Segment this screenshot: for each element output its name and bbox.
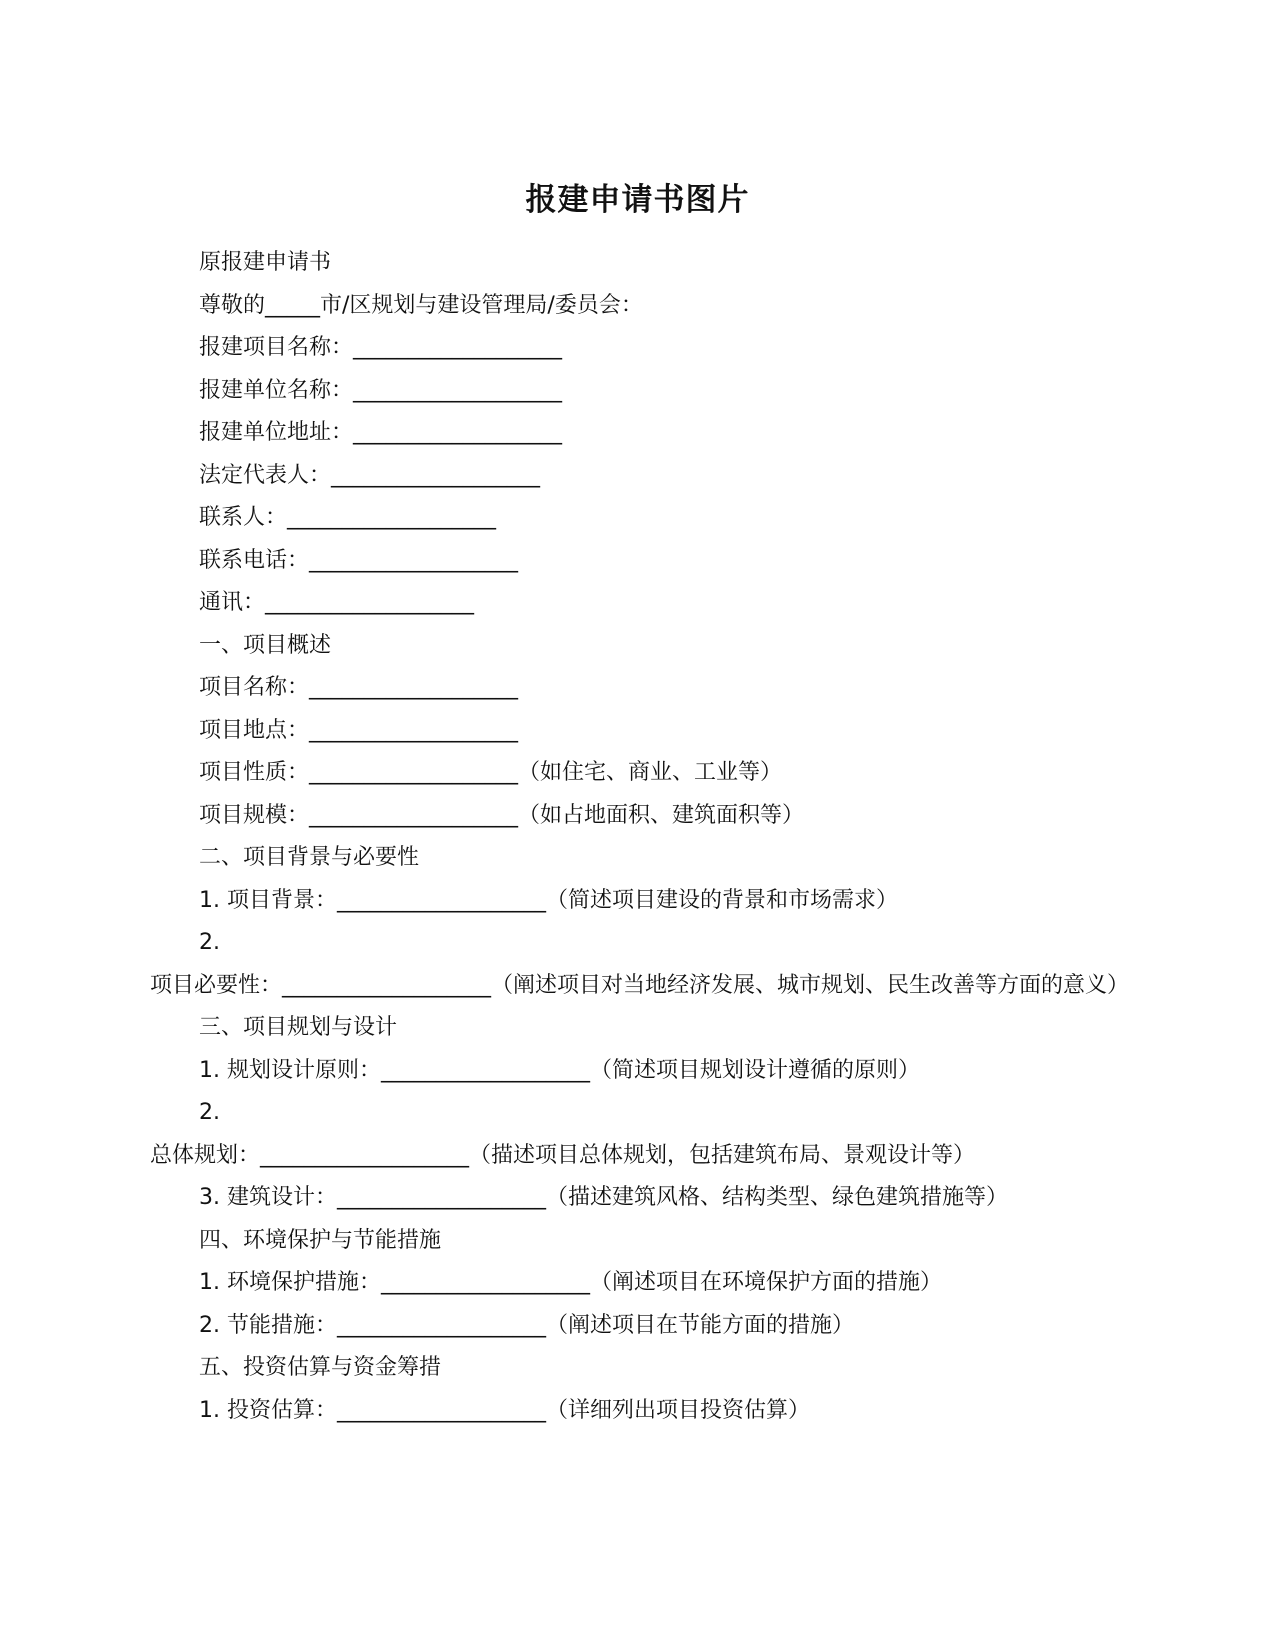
item-necessity: 项目必要性：___________________（阐述项目对当地经济发展、城市规划、民生改善等方面的意义）	[150, 972, 1130, 998]
field-legal-representative: 法定代表人：___________________	[199, 462, 541, 488]
field-project-name: 报建项目名称：___________________	[199, 335, 563, 360]
field-item-nature: 项目性质：___________________（如住宅、商业、工业等）	[199, 760, 783, 785]
section-heading-environment: 四、环境保护与节能措施	[199, 1227, 442, 1253]
doc-heading-original: 原报建申请书	[199, 250, 332, 275]
item-number-2: 2.	[199, 930, 220, 955]
field-correspondence: 通讯：___________________	[199, 590, 475, 615]
section-heading-background: 二、项目背景与必要性	[199, 845, 420, 870]
item-number-2b: 2.	[199, 1100, 220, 1125]
field-unit-address: 报建单位地址：___________________	[199, 420, 563, 445]
item-energy-measures: 2. 节能措施：___________________（阐述项目在节能方面的措施）	[199, 1312, 854, 1338]
item-design-principles: 1. 规划设计原则：___________________（简述项目规划设计遵循的原则）	[199, 1057, 920, 1083]
field-item-location: 项目地点：___________________	[199, 717, 519, 743]
item-investment-estimate: 1. 投资估算：___________________（详细列出项目投资估算）	[199, 1397, 810, 1423]
item-background: 1. 项目背景：___________________（简述项目建设的背景和市场需求）	[199, 887, 898, 913]
field-item-scale: 项目规模：___________________（如占地面积、建筑面积等）	[199, 802, 805, 828]
item-architectural-design: 3. 建筑设计：___________________（描述建筑风格、结构类型、绿色建筑措施等）	[199, 1185, 1008, 1210]
salutation-line: 尊敬的_____市/区规划与建设管理局/委员会：	[199, 292, 643, 318]
item-master-plan: 总体规划：___________________（描述项目总体规划，包括建筑布局、景观设计等）	[150, 1142, 976, 1168]
document-title: 报建申请书图片	[525, 182, 750, 218]
section-heading-planning: 三、项目规划与设计	[199, 1015, 398, 1040]
item-environment-measures: 1. 环境保护措施：___________________（阐述项目在环境保护方面的措施）	[199, 1270, 942, 1295]
field-contact-person: 联系人：___________________	[199, 505, 497, 530]
document-body	[150, 242, 1130, 1432]
section-heading-investment: 五、投资估算与资金筹措	[199, 1355, 442, 1380]
section-heading-overview: 一、项目概述	[199, 632, 332, 658]
field-unit-name: 报建单位名称：___________________	[199, 377, 563, 403]
field-item-name: 项目名称：___________________	[199, 675, 519, 700]
field-contact-phone: 联系电话：___________________	[199, 547, 519, 573]
